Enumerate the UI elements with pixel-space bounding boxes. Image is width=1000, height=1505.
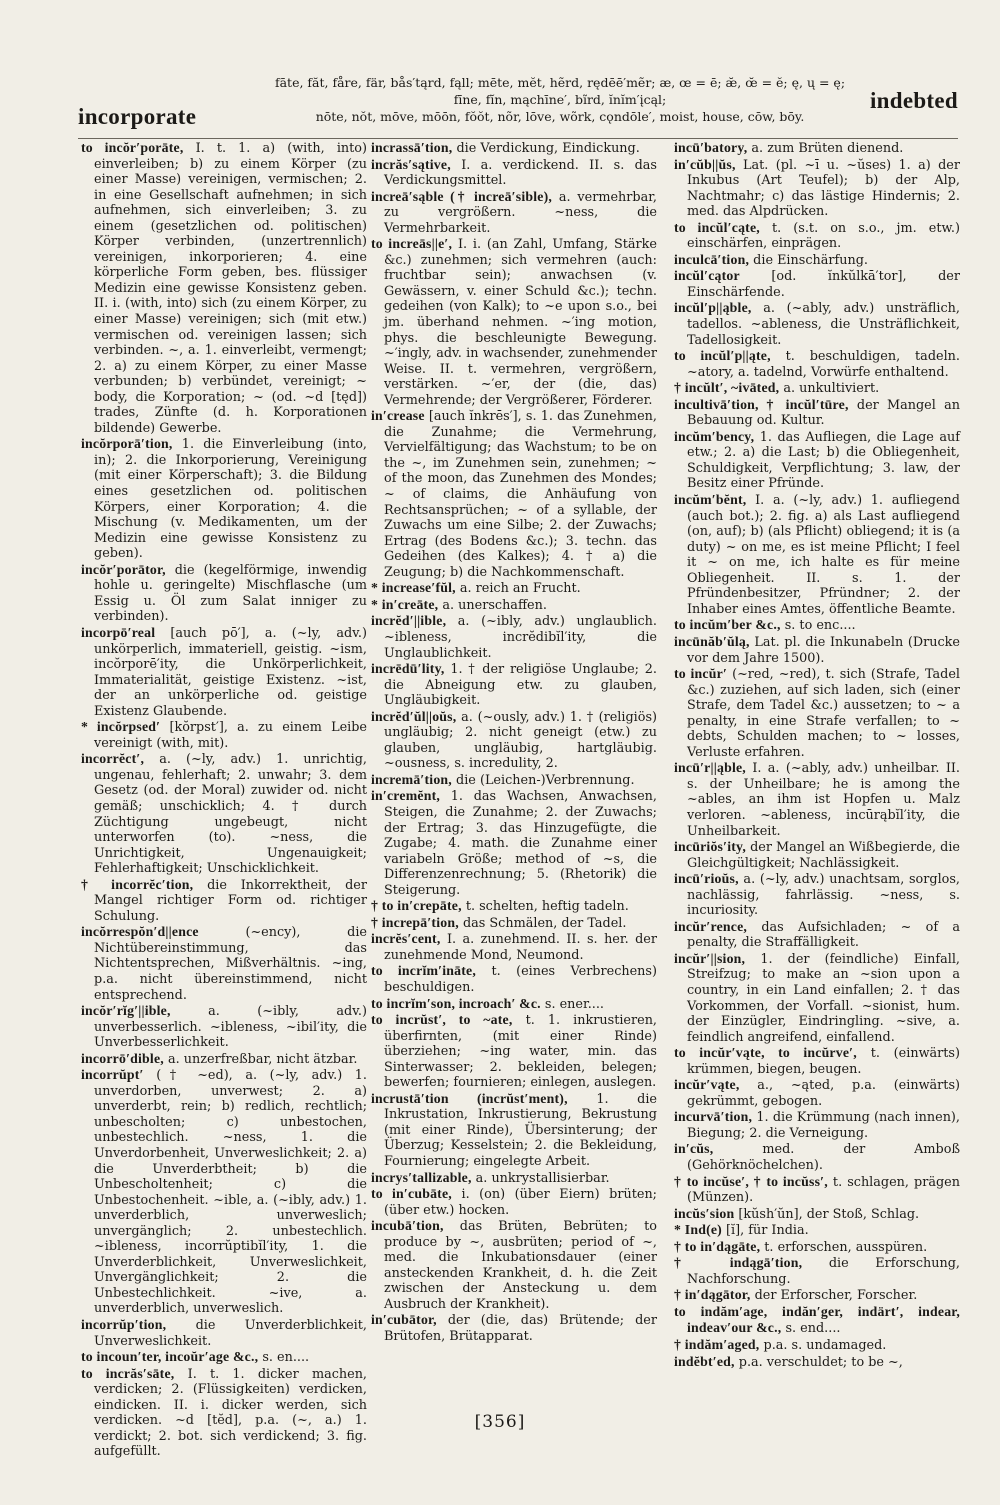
dictionary-entry: [674, 1222, 960, 1239]
entry-definition: 1. die Krümmung (nach innen), Biegung; 2. die Verneigung.: [687, 1110, 960, 1141]
dictionary-entry: [371, 408, 657, 580]
entry-definition: t. (s.t. on s.o., jm. etw.) einschärfen, einprägen.: [687, 220, 960, 252]
dictionary-entry: [674, 1239, 960, 1256]
dictionary-entry: [674, 666, 960, 760]
entry-headword: incultivā′tion, † incŭl′tūre,: [674, 396, 849, 412]
entry-headword: incŭm′bĕnt,: [674, 492, 747, 508]
dictionary-entry: [371, 1170, 657, 1187]
dictionary-entry: [674, 220, 960, 252]
entry-definition: 1. die Inkrustation, Inkrustierung, Bekrustung (mit einer Rinde), Übersinterung; der Überzug; Kesselstein; 2. die Bekleidung, Fournierung; eingelegte Arbeit.: [384, 1091, 658, 1169]
entry-definition: i. (on) (über Eiern) brüten; (über etw.) hocken.: [384, 1187, 657, 1218]
entry-definition: s. to enc....: [780, 618, 856, 634]
entry-definition: t. beschuldigen, tadeln. ~atory, a. tadelnd, Vorwürfe enthaltend.: [687, 349, 960, 380]
entry-definition: 1. † der religiöse Unglaube; 2. die Abneigung etw. zu glauben, Ungläubigkeit.: [384, 662, 657, 709]
dictionary-entry: [674, 268, 960, 300]
entry-definition: Lat. pl. die Inkunabeln (Drucke vor dem Jahre 1500).: [687, 634, 960, 666]
entry-headword: incŭl′cątor: [674, 268, 740, 284]
entry-definition: 1. der (feindliche) Einfall, Streifzug; to make an ~sion upon a country, in ein Land einfallen; 2. † das Vorkommen, der Vorfall. ~sionist, hum. der Einzügler, Eindringling. ~sive, a. feindlich angreifend, einfallend.: [687, 951, 960, 1045]
entry-headword: incŏr′rĭg′||ible,: [81, 1003, 171, 1019]
pronunciation-key-line: fīne, fĭn, mąchīne′, bĩrd, ĭnĭm′įcąl;: [453, 92, 667, 107]
dictionary-entry: [371, 996, 657, 1013]
entry-definition: 1. das Aufliegen, die Lage auf etw.; 2. a) die Last; b) die Obliegenheit, Schuldigkeit, Verpflichtung; 3. law, der Besitz einer Pfründe.: [687, 429, 960, 492]
entry-definition: a. (~ibly, adv.) unglaublich. ~ibleness, incrĕdibĭl′ity, die Unglaublichkeit.: [384, 614, 657, 661]
dictionary-entry: [674, 348, 960, 380]
entry-definition: a. (~ly, adv.) unachtsam, sorglos, nachlässig, fahrlässig. ~ness, s. incuriosity.: [687, 872, 960, 919]
dictionary-entry: [371, 613, 657, 661]
entry-definition: das Aufsichladen; ~ of a penalty, die Straffälligkeit.: [687, 919, 960, 951]
entry-headword: incŏr′porātor,: [81, 561, 166, 577]
dictionary-entry: [674, 1045, 960, 1077]
dictionary-entry: [674, 157, 960, 220]
entry-definition: a. unerschaffen.: [438, 597, 547, 613]
entry-definition: der Mangel an Bebauung od. Kultur.: [687, 397, 960, 429]
dictionary-entry: [674, 1109, 960, 1141]
entry-definition: a. vermehrbar, zu vergrößern. ~ness, die Vermehrbarkeit.: [384, 189, 657, 236]
entry-headword: incŏrporā′tion,: [81, 436, 173, 452]
dictionary-entry: [371, 1091, 657, 1170]
entry-definition: a. (~ly, adv.) 1. unrichtig, ungenau, fehlerhaft; 2. unwahr; 3. dem Gesetz (od. der Moral) zuwider od. nicht gemäß; unschicklich; 4. † durch Züchtigung ungebeugt, nicht unterworfen (to). ~ness, die Unrichtigkeit, Ungenauigkeit; Fehlerhaftigkeit; Unschicklichkeit.: [94, 752, 367, 877]
entry-headword: to incŭr′vąte, to incŭrve′,: [674, 1045, 857, 1061]
entry-definition: a. unkrystallisierbar.: [471, 1170, 610, 1186]
entry-definition: I. t. 1. dicker machen, verdicken; 2. (Flüssigkeiten) verdicken, eindicken. II. i. dicker werden, sich verdicken. ~d [tĕd], p.a. (~, a.) 1. verdickt; 2. bot. sich verdickend; 3. fig. aufgefüllt.: [94, 1366, 367, 1460]
dictionary-entry: [674, 1354, 960, 1371]
entry-definition: I. a. (~ly, adv.) 1. aufliegend (auch bot.); 2. fig. a) als Last aufliegend (on, auf); b) (als Pflicht) obliegend; it is (a duty) ~ on me, es ist meine Pflicht; I feel it ~ on me, ich halte es für meine Obliegenheit. II. s. 1. der Pfründenbesitzer, Pfründner; 2. der Inhaber eines Amtes, öffentliche Beamte.: [687, 493, 960, 617]
entry-definition: a. (~ably, adv.) unsträflich, tadellos. ~ableness, die Unsträflichkeit, Tadellosigkeit.: [687, 301, 960, 348]
dictionary-entry: [371, 931, 657, 963]
entry-headword: † increpā′tion,: [371, 914, 459, 930]
entry-headword: to in′cubāte,: [371, 1186, 452, 1202]
entry-headword: incubā′tion,: [371, 1218, 444, 1234]
entry-headword: to incrăs′sāte,: [81, 1365, 175, 1381]
entry-headword: incorrĕct′,: [81, 751, 145, 767]
entry-definition: die Erforschung, Nachforschung.: [687, 1256, 960, 1287]
entry-definition: t. 1. inkrustieren, überfirnten, (mit einer Rinde) überziehen; ~ing water, min. das Sinterwasser; 2. bekleiden, belegen; bewerfen; fournieren; einlegen, auslegen.: [384, 1013, 658, 1091]
entry-definition: [ĭ], für India.: [721, 1223, 809, 1239]
entry-headword: † in′dągātor,: [674, 1287, 751, 1303]
entry-headword: incŭr′rence,: [674, 918, 748, 934]
entry-headword: in′cŭb||ŭs,: [674, 156, 736, 172]
entry-headword: † to in′crepāte,: [371, 898, 462, 914]
dictionary-entry: [371, 236, 657, 408]
column-2: [371, 140, 657, 1345]
dictionary-entry: [81, 1051, 367, 1068]
entry-headword: incrĕs′cent,: [371, 931, 441, 947]
entry-definition: (~red, ~red), t. sich (Strafe, Tadel &c.) zuziehen, auf sich laden, sich (einer Strafe, dem Tadel &c.) aussetzen; to ~ a penalty, in eine Strafe verfallen; to ~ debts, Schulden machen; to ~ losses, Verluste erfahren.: [687, 667, 960, 760]
entry-definition: I. i. (an Zahl, Umfang, Stärke &c.) zunehmen; sich vermehren (auch: fruchtbar sein); anwachsen (v. Gewässern, v. einer Schuld &c.); techn. gedeihen (von Kalk); to ~e upon s.o., bei jm. überhand nehmen. ~′ing motion, phys. die beschleunigte Bewegung. ~′ingly, adv. in wachsender, zunehmender Weise. II. t. vermehren, vergrößern, verstärken. ~′er, der (die, das) Vermehrende; der Vergrößerer, Förderer.: [384, 237, 657, 408]
entry-headword: incrăs′sątive,: [371, 156, 451, 172]
dictionary-entry: [674, 617, 960, 634]
entry-definition: a. (~ously, adv.) 1. † (religiös) ungläubig; 2. nicht geneigt (etw.) zu glauben, ungläubig, hartgläubig. ~ousness, s. incredulity, 2.: [384, 709, 657, 772]
entry-definition: die (Leichen-)Verbrennung.: [451, 772, 635, 788]
entry-definition: [auch pō′], a. (~ly, adv.) unkörperlich, immateriell, geistig. ~ism, incŏrporē′ity, die Unkörperlichkeit, Immaterialität, geistige Existenz. ~ist, der an unkörperliche od. geistige Existenz Glaubende.: [94, 625, 367, 719]
entry-headword: to incŭr′: [674, 666, 728, 682]
entry-definition: a. (~ibly, adv.) unverbesserlich. ~ibleness, ~ibil′ity, die Unverbesserlichkeit.: [94, 1004, 367, 1051]
dictionary-entry: [371, 189, 657, 237]
dictionary-entry: [371, 580, 657, 597]
entry-definition: die (kegelförmige, inwendig hohle u. geringelte) Mischflasche (um Essig u. Öl zum Salat inniger zu verbinden).: [94, 562, 367, 625]
header-rule: [78, 138, 958, 139]
entry-definition: das Schmälen, der Tadel.: [458, 915, 627, 931]
entry-headword: † incŭlt′, ~ivāted,: [674, 380, 780, 396]
entry-headword: to indăm′age, indăn′ger, indärt′, indear, indeav′our &c.,: [674, 1303, 960, 1336]
dictionary-entry: [81, 562, 367, 625]
entry-definition: der (die, das) Brütende; der Brütofen, Brütapparat.: [384, 1313, 657, 1345]
entry-headword: † to incŭse′, † to incŭss′,: [674, 1173, 828, 1189]
entry-headword: † indăm′aged,: [674, 1337, 760, 1353]
dictionary-entry: [674, 140, 960, 157]
dictionary-entry: [674, 300, 960, 348]
entry-definition: 1. die Einverleibung (into, in); 2. die Inkorporierung, Vereinigung (mit einer Körperschaft); 3. die Bildung eines gesetzlichen od. politischen Körpers, einer Korporation; 4. die Mischung (v. Medikamenten, um der Medizin eine gewisse Konsistenz zu geben).: [94, 437, 367, 562]
entry-definition: s. ener....: [540, 996, 604, 1012]
entry-headword: incorrŭpt′: [81, 1067, 144, 1083]
guide-word-right: indebted: [869, 88, 958, 113]
entry-headword: to incrĭm′son, incroach′ &c.: [371, 995, 541, 1011]
entry-headword: incurvā′tion,: [674, 1109, 753, 1125]
entry-definition: († ~ed), a. (~ly, adv.) 1. unverdorben, unverwest; 2. a) unverderbt, rein; b) redlich, rechtlich; unbescholten; c) unbestochen, unbestechlich. ~ness, 1. die Unverdorbenheit, Unverweslichkeit; 2. a) die Unverderbtheit; b) die Unbescholtenheit; c) die Unbestochenheit. ~ible, a. (~ibly, adv.) 1. unverderblich, unverweslich; unvergänglich; 2. unbestechlich. ~ibleness, incorrŭptibĭl′ity, 1. die Unverderblichkeit, Unverweslichkeit, Unvergänglichkeit; 2. die Unbestechlichkeit. ~ive, a. unverderblich, unverweslich.: [94, 1068, 367, 1317]
dictionary-entry: [371, 1012, 657, 1091]
entry-definition: der Mangel an Wißbegierde, die Gleichgültigkeit; Nachlässigkeit.: [687, 840, 960, 871]
entry-definition: t. (einwärts) krümmen, biegen, beugen.: [687, 1046, 960, 1077]
entry-definition: [kŭsh′ŭn], der Stoß, Schlag.: [734, 1206, 920, 1222]
pronunciation-key: [230, 74, 890, 125]
entry-headword: incŭr′||sion,: [674, 950, 746, 966]
entry-headword: incŭr′vąte,: [674, 1077, 740, 1093]
dictionary-entry: [81, 751, 367, 876]
entry-headword: to increās||e′,: [371, 236, 453, 252]
entry-definition: das Brüten, Bebrüten; to produce by ~, ausbrüten; period of ~, med. die Inkubationsdauer (einer ansteckenden Krankheit, d. h. die Zeit zwischen der Ansteckung u. dem Ausbruch der Krankheit).: [384, 1219, 657, 1312]
entry-headword: to incŏr′porāte,: [81, 140, 184, 155]
dictionary-entry: [81, 140, 367, 436]
dictionary-entry: [674, 492, 960, 617]
column-1: [81, 140, 367, 1460]
dictionary-entry: [674, 1206, 960, 1223]
guide-word-left: incorporate: [78, 104, 197, 129]
entry-definition: a. zum Brüten dienend.: [747, 141, 904, 156]
entry-headword: * incŏrpsed′: [81, 719, 161, 735]
dictionary-entry: [674, 1304, 960, 1337]
entry-headword: incŏrrespŏn′d||ence: [81, 924, 199, 940]
dictionary-entry: [371, 597, 657, 614]
entry-headword: in′crease: [371, 408, 425, 424]
entry-headword: incorpō′real: [81, 624, 156, 640]
pronunciation-key-line: fāte, făt, fåre, fär, bås′tąrd, fąll; mēte, mĕt, hẽrd, rędēē′mẽr; æ, œ = ē; æ̆, œ̆ = ĕ; ę, ų = ę;: [274, 75, 846, 90]
entry-definition: I. t. 1. a) (with, into) einverleiben; b) zu einem Körper (zu einer Masse) vereinigen, vermischen; 2. in eine Gesellschaft aufnehmen; in sich aufnehmen, sich einverleiben; 3. zu einem (gesetzlichen od. politischen) Körper verbinden, (unzertrennlich) vereinigen, inkorporieren; 4. eine körperliche Form geben, bes. flüssiger Medizin eine gewisse Konsistenz geben. II. i. (with, into) sich (zu einem Körper, zu einer Masse) vereinigen; sich (mit etw.) vermischen od. vereinigen lassen; sich verbinden. ~, a. 1. einverleibt, vermengt; 2. a) zu einem Körper, zu einer Masse verbunden; b) verbündet, vereinigt; ~ body, die Korporation; ~ (od. ~d [tęd]) trades, Zünfte (d. h. Korporationen bildende) Gewerbe.: [94, 141, 367, 436]
entry-definition: t. (eines Verbrechens) beschuldigen.: [384, 964, 657, 995]
dictionary-entry: [81, 1003, 367, 1051]
dictionary-entry: [371, 709, 657, 772]
entry-headword: † incorrĕc′tion,: [81, 876, 194, 892]
dictionary-entry: [81, 1067, 367, 1317]
dictionary-entry: [674, 1287, 960, 1304]
entry-definition: I. a. zunehmend. II. s. her. der zunehmende Mond, Neumond.: [384, 932, 657, 963]
entry-definition: I. a. (~ably, adv.) unheilbar. II. s. der Unheilbare; he is among the ~ables, an ihm ist Hopfen u. Malz verloren. ~ableness, incūrąbĭl′ity, die Unheilbarkeit.: [687, 761, 960, 839]
entry-headword: indĕbt′ed,: [674, 1353, 735, 1369]
dictionary-entry: [674, 252, 960, 269]
entry-headword: in′cŭs,: [674, 1141, 714, 1157]
entry-headword: to incŭm′ber &c.,: [674, 617, 781, 633]
dictionary-entry: [674, 429, 960, 492]
entry-definition: Lat. (pl. ~ī u. ~ŭses) 1. a) der Inkubus (Art Teufel); b) der Alp, Nachtmahr; c) das lästige Hindernis; 2. med. das Alpdrücken.: [687, 157, 960, 220]
dictionary-entry: [674, 397, 960, 429]
entry-definition: s. en....: [258, 1350, 310, 1366]
entry-headword: incrēdū′lity,: [371, 661, 445, 677]
dictionary-entry: [81, 877, 367, 925]
entry-headword: incū′r||ąble,: [674, 760, 746, 776]
entry-headword: to incŭl′cąte,: [674, 219, 760, 235]
entry-headword: * increase′fŭl,: [371, 580, 456, 596]
entry-headword: incrassā′tion,: [371, 140, 453, 155]
dictionary-entry: [81, 924, 367, 1003]
entry-headword: incū′batory,: [674, 140, 748, 155]
entry-headword: to incrŭst′, to ~ate,: [371, 1012, 513, 1028]
entry-definition: [auch ĭnkrēs′], s. 1. das Zunehmen, die Zunahme; die Vermehrung, Vervielfältigung; das Wachstum; to be on the ~, im Zunehmen sein, zunehmen; ~ of the moon, das Zunehmen des Mondes; ~ of claims, die Anhäufung von Rechtsansprüchen; ~ of a syllable, der Zuwachs um eine Silbe; 2. der Zuwachs; Ertrag (des Bodens &c.); 3. techn. das Gedeihen (des Kalkes); 4. † a) die Zeugung; b) die Nachkommenschaft.: [384, 409, 657, 580]
dictionary-entry: [674, 839, 960, 871]
dictionary-entry: [674, 1141, 960, 1173]
dictionary-entry: [81, 625, 367, 719]
entry-headword: incrys′tallizable,: [371, 1169, 472, 1185]
column-3: [674, 140, 960, 1370]
entry-headword: incremā′tion,: [371, 771, 452, 787]
dictionary-entry: [674, 1077, 960, 1109]
entry-definition: t. erforschen, ausspüren.: [760, 1239, 928, 1255]
dictionary-entry: [674, 1174, 960, 1206]
dictionary-entry: [371, 1312, 657, 1344]
dictionary-entry: [674, 380, 960, 397]
dictionary-entry: [674, 1337, 960, 1354]
dictionary-entry: [674, 871, 960, 919]
page-number: [356]: [474, 1412, 526, 1432]
entry-definition: die Unverderblichkeit, Unverweslichkeit.: [94, 1318, 367, 1349]
entry-headword: to incoun′ter, incoŭr′age &c.,: [81, 1349, 259, 1365]
entry-headword: incrĕd′ŭl||oŭs,: [371, 708, 457, 724]
entry-headword: incū′rioŭs,: [674, 871, 739, 887]
entry-definition: der Erforscher, Forscher.: [750, 1288, 918, 1304]
entry-headword: incorrŭp′tion,: [81, 1317, 167, 1333]
entry-headword: in′cremĕnt,: [371, 788, 441, 804]
dictionary-entry: [674, 1255, 960, 1287]
entry-headword: incŭs′sion: [674, 1205, 735, 1221]
entry-definition: (~ency), die Nichtübereinstimmung, das Nichtentsprechen, Mißverhältnis. ~ing, p.a. nicht übereinstimmend, nicht entsprechend.: [94, 925, 367, 1003]
entry-headword: † indągā′tion,: [674, 1255, 803, 1271]
dictionary-entry: [81, 719, 367, 751]
dictionary-entry: [81, 1317, 367, 1349]
entry-headword: to incŭl′p||ąte,: [674, 348, 771, 364]
dictionary-entry: [674, 951, 960, 1045]
entry-headword: † to in′dągāte,: [674, 1238, 761, 1254]
dictionary-entry: [371, 661, 657, 709]
entry-headword: incŭl′p||ąble,: [674, 300, 752, 316]
entry-definition: s. end....: [781, 1321, 841, 1337]
entry-definition: p.a. verschuldet; to be ~,: [734, 1354, 903, 1370]
entry-headword: incrĕd′||ible,: [371, 613, 447, 629]
dictionary-entry: [371, 1186, 657, 1218]
entry-definition: die Verdickung, Eindickung.: [452, 141, 640, 156]
entry-definition: a. unzerfreßbar, nicht ätzbar.: [163, 1051, 358, 1067]
page-header: [78, 74, 958, 134]
entry-definition: [od. ĭnkŭlkā′tor], der Einschärfende.: [687, 269, 960, 300]
entry-definition: t. schelten, heftig tadeln.: [461, 899, 629, 915]
dictionary-entry: [371, 140, 657, 157]
dictionary-entry: [371, 772, 657, 789]
entry-definition: a., ~ąted, p.a. (einwärts) gekrümmt, gebogen.: [687, 1078, 960, 1109]
entry-definition: med. der Amboß (Gehörknöchelchen).: [687, 1142, 960, 1173]
entry-headword: to incrĭm′ināte,: [371, 963, 477, 979]
entry-headword: incrustā′tion (incrŭst′ment),: [371, 1090, 568, 1106]
entry-definition: [kŏrpst′], a. zu einem Leibe vereinigt (with, mit).: [94, 720, 367, 751]
entry-definition: t. schlagen, prägen (Münzen).: [687, 1174, 960, 1206]
entry-headword: in′cubātor,: [371, 1312, 437, 1328]
entry-headword: * in′creāte,: [371, 596, 439, 612]
entry-headword: incūriŏs′ity,: [674, 839, 747, 855]
dictionary-entry: [81, 436, 367, 561]
entry-headword: incūnăb′ŭlą,: [674, 633, 750, 649]
entry-definition: I. a. verdickend. II. s. das Verdickungsmittel.: [384, 157, 657, 189]
entry-definition: 1. das Wachsen, Anwachsen, Steigen, die Zunahme; 2. der Zuwachs; der Ertrag; 3. das Hinzugefügte, die Zugabe; 4. math. die Zunahme einer variabeln Größe; method of ~s, die Differenzenrechnung; 5. (Rhetorik) die Steigerung.: [384, 789, 657, 898]
pronunciation-key-line: nōte, nŏt, mōve, mōōn, fŏŏt, nõr, lōve, wõrk, cǫndōle′, moist, house, cōw, bōy.: [315, 109, 805, 124]
entry-definition: a. reich an Frucht.: [455, 581, 581, 597]
dictionary-entry: [674, 919, 960, 951]
entry-headword: incŭm′bency,: [674, 428, 755, 444]
entry-definition: die Inkorrektheit, der Mangel richtiger Form od. richtiger Schulung.: [94, 877, 367, 924]
dictionary-entry: [371, 1218, 657, 1312]
dictionary-entry: [81, 1349, 367, 1366]
entry-headword: increā′sąble († increā′sible),: [371, 188, 553, 204]
entry-definition: p.a. s. undamaged.: [759, 1338, 887, 1354]
dictionary-entry: [371, 157, 657, 189]
dictionary-entry: [674, 760, 960, 839]
entry-definition: die Einschärfung.: [749, 252, 868, 268]
entry-headword: incorrō′dible,: [81, 1050, 164, 1066]
dictionary-entry: [674, 634, 960, 666]
dictionary-entry: [371, 963, 657, 995]
dictionary-entry: [371, 788, 657, 898]
entry-definition: a. unkultiviert.: [779, 381, 880, 397]
entry-headword: * Ind(e): [674, 1222, 722, 1238]
entry-headword: inculcā′tion,: [674, 251, 750, 267]
dictionary-entry: [371, 898, 657, 915]
dictionary-entry: [371, 915, 657, 932]
